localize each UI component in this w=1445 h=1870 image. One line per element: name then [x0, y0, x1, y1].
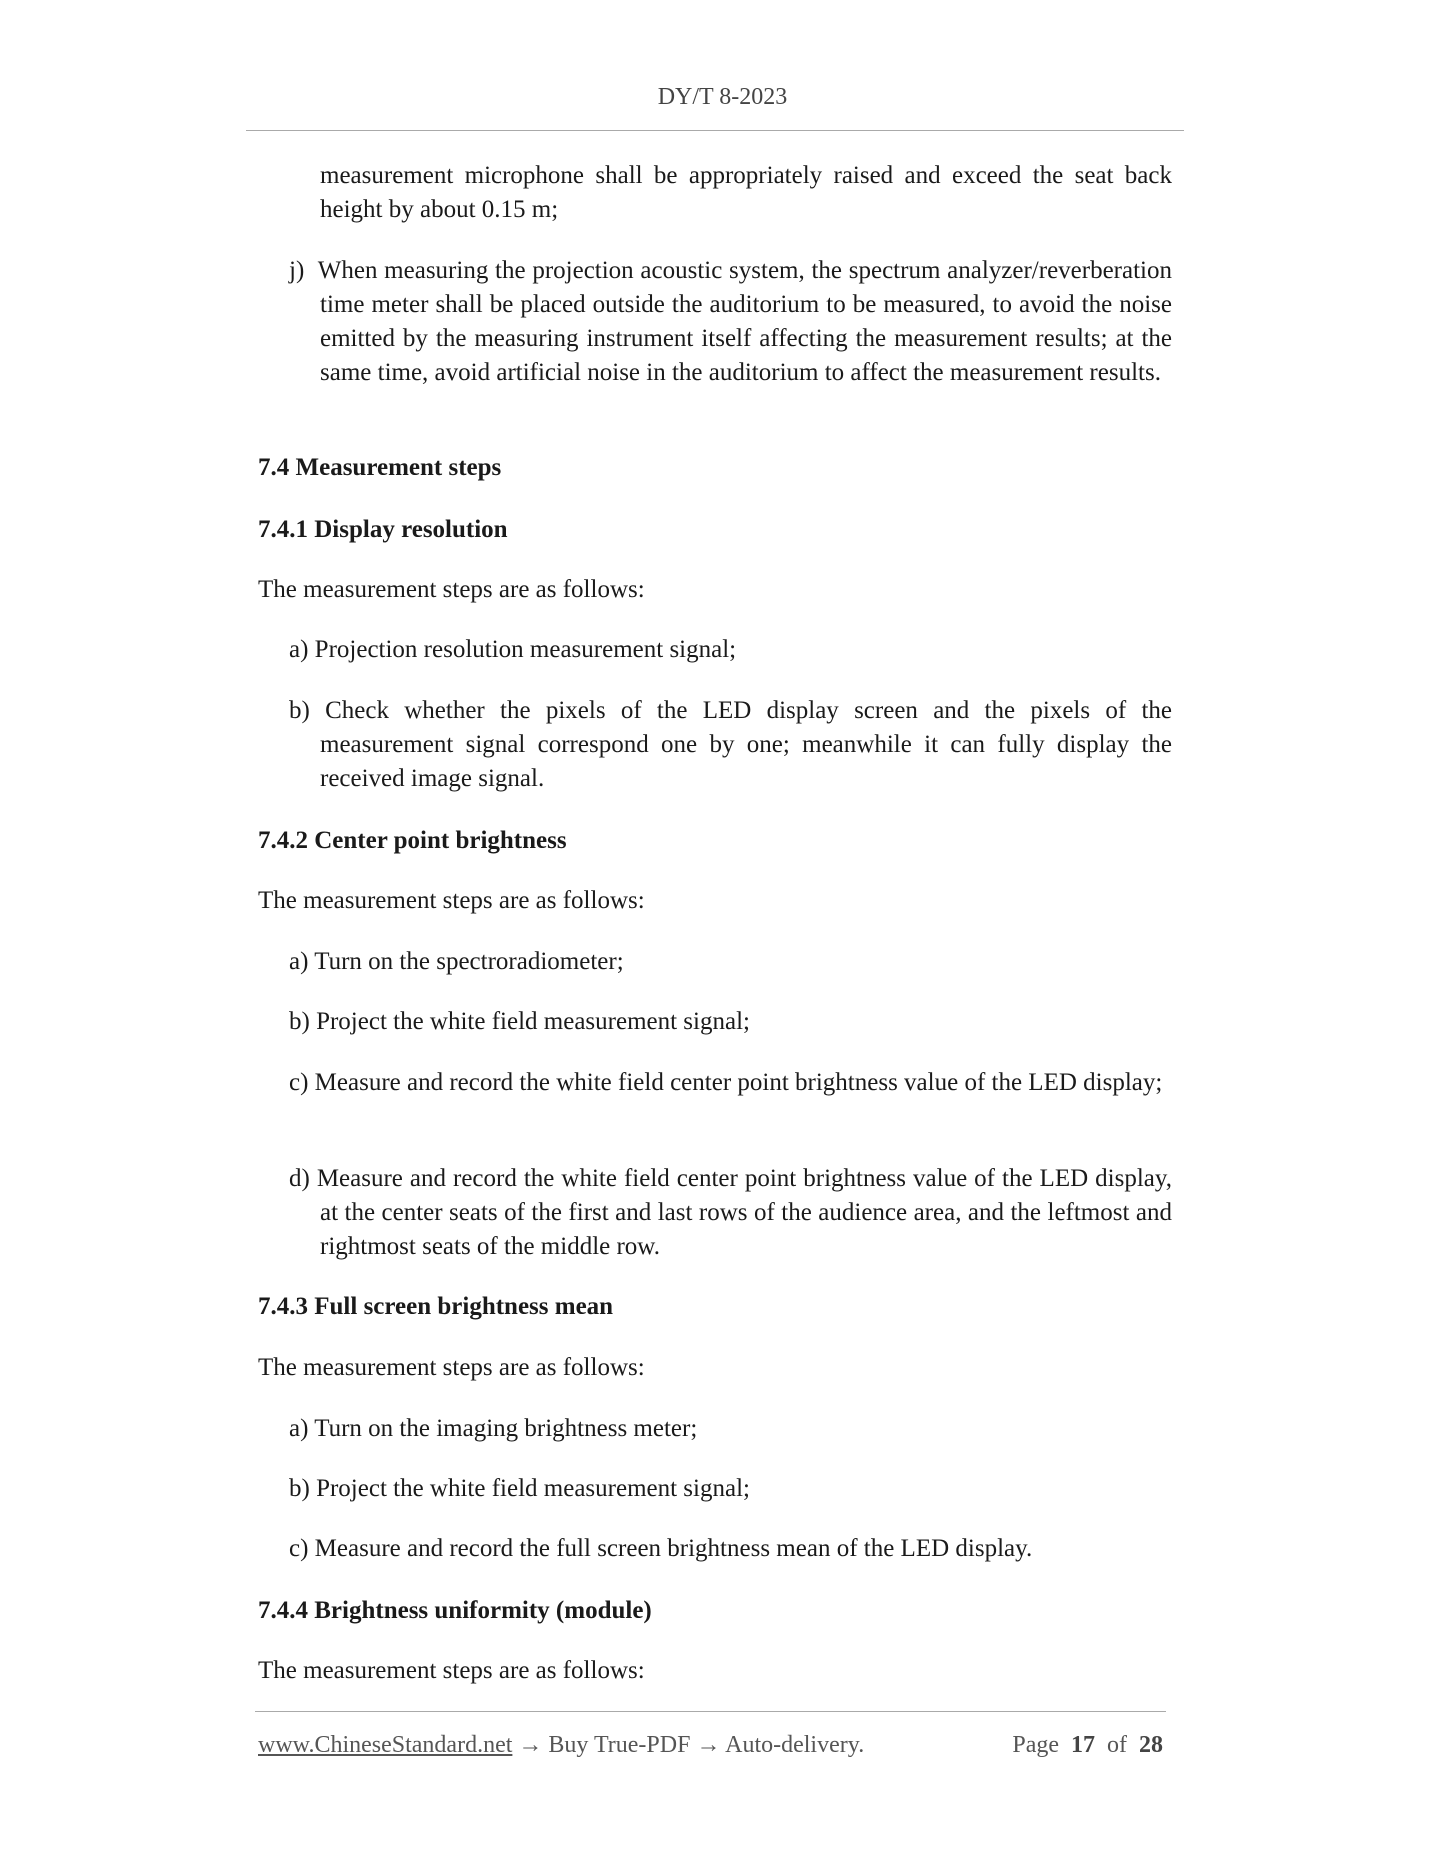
footer-promo-text: → Buy True-PDF → Auto-delivery.: [512, 1732, 865, 1758]
section-heading: 7.4.2 Center point brightness: [258, 827, 567, 854]
list-item: b) Project the white field measurement signal;: [289, 1008, 750, 1035]
page-label: Page: [1012, 1732, 1059, 1758]
list-item: a) Projection resolution measurement signal;: [289, 636, 737, 663]
list-item: a) Turn on the imaging brightness meter;: [289, 1415, 698, 1442]
section-heading: 7.4.3 Full screen brightness mean: [258, 1293, 614, 1320]
document-header: DY/T 8-2023: [657, 84, 788, 110]
section-heading: 7.4.4 Brightness uniformity (module): [258, 1597, 652, 1624]
total-pages: 28: [1139, 1732, 1163, 1758]
section-heading: 7.4 Measurement steps: [258, 454, 502, 481]
website-link[interactable]: www.ChineseStandard.net: [258, 1732, 513, 1758]
list-item: b) Check whether the pixels of the LED display screen and the pixels of the measurement signal correspond one by one; meanwhile it can fully display the received image signal.: [289, 697, 1172, 792]
section-heading: 7.4.1 Display resolution: [258, 516, 508, 543]
page-number: [1012, 1728, 1163, 1762]
footer-divider: [255, 1711, 1166, 1712]
paragraph: The measurement steps are as follows:: [258, 1354, 645, 1381]
list-item-text: When measuring the projection acoustic system, the spectrum analyzer/reverberation time meter shall be placed outside the auditorium to be measured, to avoid the noise emitted by the measuring instrument itself affecting the measurement results; at the same time, avoid artificial noise in the auditorium to affect the measurement results.: [317, 257, 1172, 386]
paragraph: The measurement steps are as follows:: [258, 887, 645, 914]
list-item: c) Measure and record the full screen brightness mean of the LED display.: [289, 1535, 1033, 1562]
list-item: a) Turn on the spectroradiometer;: [289, 948, 624, 975]
paragraph: The measurement steps are as follows:: [258, 576, 645, 603]
paragraph: The measurement steps are as follows:: [258, 1657, 645, 1684]
of-label: of: [1107, 1732, 1127, 1758]
header-divider: [246, 130, 1184, 131]
list-marker: j): [289, 257, 305, 284]
list-item: b) Project the white field measurement signal;: [289, 1475, 750, 1502]
footer-promo: [258, 1728, 864, 1762]
list-item: c) Measure and record the white field center point brightness value of the LED display;: [289, 1069, 1163, 1096]
current-page: 17: [1071, 1732, 1095, 1758]
list-item: d) Measure and record the white field center point brightness value of the LED display, at the center seats of the first and last rows of the audience area, and the leftmost and rightmost seats of the middle row.: [289, 1165, 1172, 1260]
list-item-continued: measurement microphone shall be appropriately raised and exceed the seat back height by about 0.15 m;: [320, 162, 1172, 223]
list-item-j: [289, 254, 1172, 390]
